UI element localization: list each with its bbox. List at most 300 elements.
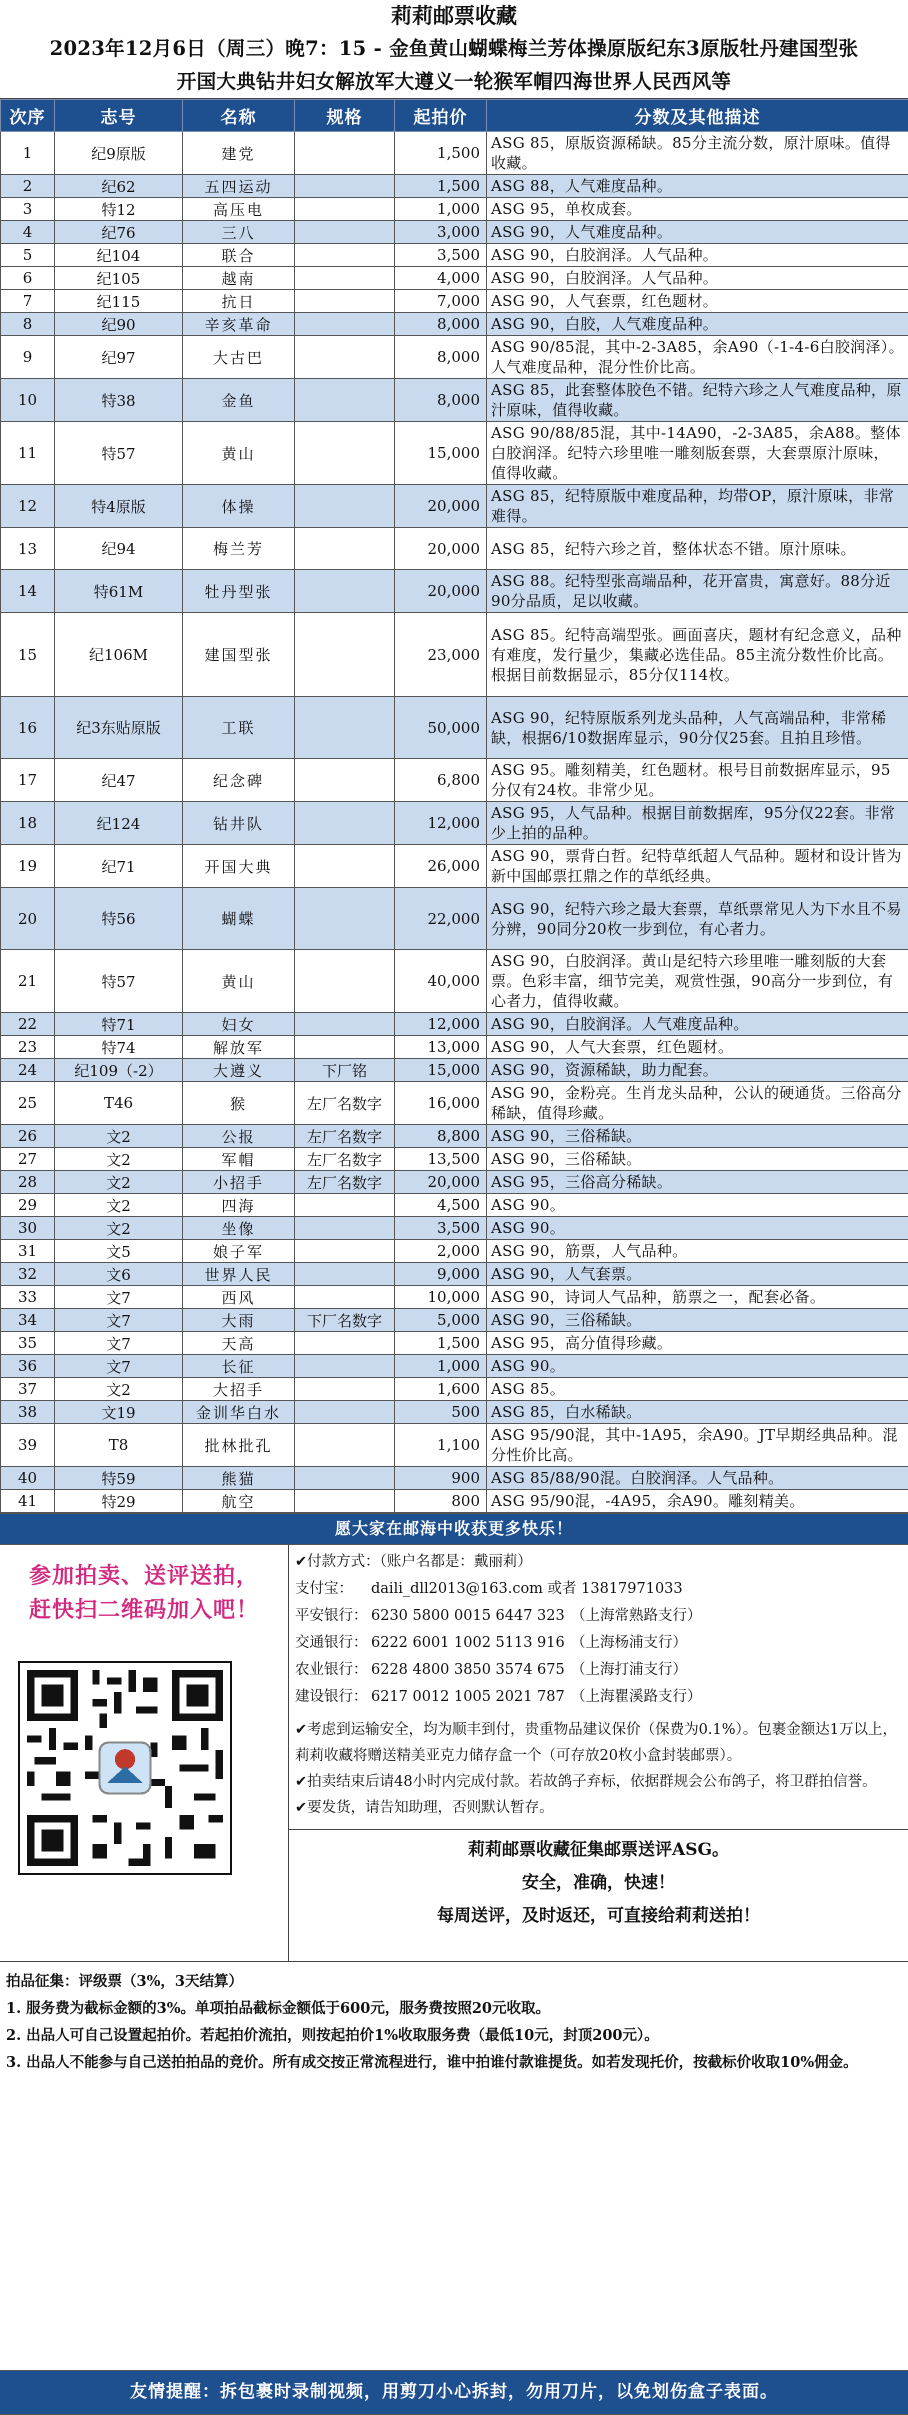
- lot-desc: ASG 90。: [487, 1355, 908, 1378]
- lot-price: 6,800: [395, 759, 487, 802]
- lot-no: 28: [1, 1171, 55, 1194]
- lot-desc: ASG 88。纪特型张高端品种，花开富贵，寓意好。88分近90分品质，足以收藏。: [487, 570, 908, 613]
- lot-no: 11: [1, 422, 55, 485]
- lot-no: 32: [1, 1263, 55, 1286]
- lot-price: 2,000: [395, 1240, 487, 1263]
- sheet-header: [0, 0, 908, 99]
- auction-subtitle: 2023年12月6日（周三）晚7：15 - 金鱼黄山蝴蝶梅兰芳体操原版纪东3原版牡丹建国型张: [49, 37, 859, 60]
- lot-name: 金训华白水: [183, 1401, 295, 1424]
- lot-spec: [295, 336, 395, 379]
- lot-desc: ASG 90，白胶，人气难度品种。: [487, 313, 908, 336]
- lot-name: 妇女: [183, 1013, 295, 1036]
- lot-name: 世界人民: [183, 1263, 295, 1286]
- lot-price: 1,500: [395, 175, 487, 198]
- lot-name: 开国大典: [183, 845, 295, 888]
- lot-name: 金鱼: [183, 379, 295, 422]
- lot-desc: ASG 85。纪特高端型张。画面喜庆，题材有纪念意义，品种有难度，发行量少，集藏必选佳品。85主流分数性价比高。根据目前数据显示，85分仅114枚。: [487, 613, 908, 697]
- lot-desc: ASG 90，人气套票。: [487, 1263, 908, 1286]
- lot-desc: ASG 90，纪特六珍之最大套票，草纸票常见人为下水且不易分辨，90同分20枚一步到位，有心者力。: [487, 888, 908, 950]
- lot-no: 34: [1, 1309, 55, 1332]
- payment-info: [289, 1545, 908, 1830]
- promo-panel: [0, 1545, 289, 1961]
- lot-desc: ASG 90，白胶润泽。人气品种。: [487, 267, 908, 290]
- bank-row: [295, 1657, 902, 1684]
- lot-no: 5: [1, 244, 55, 267]
- lot-row: [1, 1286, 908, 1309]
- lot-code: 文2: [55, 1148, 183, 1171]
- lot-price: 15,000: [395, 422, 487, 485]
- lot-row: [1, 1059, 908, 1082]
- lot-desc: ASG 90/88/85混，其中-14A90，-2-3A85，余A88。整体白胶润泽。纪特六珍里唯一雕刻版套票，大套票原汁原味，值得收藏。: [487, 422, 908, 485]
- lot-no: 14: [1, 570, 55, 613]
- lot-code: 特57: [55, 950, 183, 1013]
- lot-price: 20,000: [395, 570, 487, 613]
- lot-name: 四海: [183, 1194, 295, 1217]
- lot-no: 31: [1, 1240, 55, 1263]
- lot-no: 4: [1, 221, 55, 244]
- lot-no: 23: [1, 1036, 55, 1059]
- lot-price: 50,000: [395, 697, 487, 759]
- slogan-line-3: 每周送评，及时返还，可直接给莉莉送拍！: [437, 1906, 760, 1926]
- lot-desc: ASG 95/90混，-4A95，余A90。雕刻精美。: [487, 1490, 908, 1513]
- rule-2: 2. 出品人可自己设置起拍价。若起拍价流拍，则按起拍价1%收取服务费（最低10元，封顶200元）。: [6, 2027, 659, 2044]
- payment-deadline-note: ✔拍卖结束后请48小时内完成付款。若故鸽子弃标，依据群规会公布鸽子，将卫群拍信誉。: [295, 1774, 877, 1790]
- lot-desc: ASG 90，白胶润泽。黄山是纪特六珍里唯一雕刻版的大套票。色彩丰富，细节完美，观赏性强，90高分一步到位，有心者力，值得收藏。: [487, 950, 908, 1013]
- lot-spec: 左厂名数字: [295, 1125, 395, 1148]
- lot-code: 特57: [55, 422, 183, 485]
- lot-row: [1, 290, 908, 313]
- lot-code: 文7: [55, 1332, 183, 1355]
- alipay-row: [295, 1576, 902, 1603]
- col-header-price: 起拍价: [395, 100, 487, 132]
- lot-name: 五四运动: [183, 175, 295, 198]
- promo-text: [0, 1559, 288, 1627]
- lot-price: 13,500: [395, 1148, 487, 1171]
- lot-no: 3: [1, 198, 55, 221]
- lot-code: T46: [55, 1082, 183, 1125]
- lot-code: 文6: [55, 1263, 183, 1286]
- lot-code: 文19: [55, 1401, 183, 1424]
- lot-row: [1, 1378, 908, 1401]
- lot-row: [1, 528, 908, 570]
- lot-spec: [295, 570, 395, 613]
- lot-price: 5,000: [395, 1309, 487, 1332]
- lot-row: [1, 267, 908, 290]
- lot-row: [1, 336, 908, 379]
- lot-row: [1, 1036, 908, 1059]
- lot-spec: [295, 290, 395, 313]
- slogan-box: [289, 1830, 908, 1933]
- lot-code: 特38: [55, 379, 183, 422]
- lot-spec: [295, 1467, 395, 1490]
- lot-name: 大雨: [183, 1309, 295, 1332]
- lot-desc: ASG 90，纪特原版系列龙头品种，人气高端品种，非常稀缺，根据6/10数据库显示，90分仅25套。且拍且珍惜。: [487, 697, 908, 759]
- lot-price: 8,000: [395, 313, 487, 336]
- payment-section: [0, 1545, 908, 1962]
- lot-no: 12: [1, 485, 55, 528]
- lot-price: 15,000: [395, 1059, 487, 1082]
- lot-desc: ASG 90，资源稀缺，助力配套。: [487, 1059, 908, 1082]
- lot-spec: [295, 950, 395, 1013]
- bank-list: [295, 1603, 902, 1711]
- lot-row: [1, 485, 908, 528]
- lot-code: 纪109（-2）: [55, 1059, 183, 1082]
- lot-table-body: [1, 132, 908, 1513]
- greeting-banner: 愿大家在邮海中收获更多快乐！: [0, 1513, 908, 1545]
- bank-branch: （上海杨浦支行）: [571, 1635, 687, 1651]
- auction-highlights: 开国大典钻井妇女解放军大遵义一轮猴军帽四海世界人民西风等: [176, 70, 732, 93]
- lot-code: 纪90: [55, 313, 183, 336]
- lot-row: [1, 802, 908, 845]
- lot-no: 2: [1, 175, 55, 198]
- lot-code: 特12: [55, 198, 183, 221]
- lot-price: 8,000: [395, 336, 487, 379]
- lot-desc: ASG 90，白胶润泽。人气难度品种。: [487, 1013, 908, 1036]
- lot-no: 17: [1, 759, 55, 802]
- lot-row: [1, 175, 908, 198]
- lot-desc: ASG 90。: [487, 1194, 908, 1217]
- lot-code: 特29: [55, 1490, 183, 1513]
- lot-price: 4,000: [395, 267, 487, 290]
- lot-name: 猴: [183, 1082, 295, 1125]
- lot-code: 纪47: [55, 759, 183, 802]
- lot-spec: [295, 379, 395, 422]
- lot-row: [1, 1467, 908, 1490]
- lot-code: 纪3东贴原版: [55, 697, 183, 759]
- lot-spec: [295, 267, 395, 290]
- lot-price: 800: [395, 1490, 487, 1513]
- lot-code: 纪124: [55, 802, 183, 845]
- lot-desc: ASG 85，纪特六珍之首，整体状态不错。原汁原味。: [487, 528, 908, 570]
- lot-row: [1, 313, 908, 336]
- lot-name: 大古巴: [183, 336, 295, 379]
- lot-no: 21: [1, 950, 55, 1013]
- lot-price: 26,000: [395, 845, 487, 888]
- lot-no: 19: [1, 845, 55, 888]
- lot-desc: ASG 90，三俗稀缺。: [487, 1309, 908, 1332]
- promo-line-1: 参加拍卖、送评送拍，: [28, 1563, 259, 1589]
- bank-name: 农业银行：: [295, 1662, 368, 1678]
- lot-row: [1, 1148, 908, 1171]
- lot-desc: ASG 90，诗词人气品种，筋票之一，配套必备。: [487, 1286, 908, 1309]
- lot-no: 24: [1, 1059, 55, 1082]
- lot-name: 梅兰芳: [183, 528, 295, 570]
- lot-spec: [295, 1217, 395, 1240]
- lot-no: 22: [1, 1013, 55, 1036]
- lot-price: 20,000: [395, 485, 487, 528]
- lot-name: 纪念碑: [183, 759, 295, 802]
- lot-spec: [295, 697, 395, 759]
- lot-row: [1, 1263, 908, 1286]
- lot-spec: [295, 244, 395, 267]
- lot-price: 1,500: [395, 1332, 487, 1355]
- lot-spec: [295, 1355, 395, 1378]
- lot-name: 娘子军: [183, 1240, 295, 1263]
- lot-code: 纪94: [55, 528, 183, 570]
- lot-name: 体操: [183, 485, 295, 528]
- lot-name: 工联: [183, 697, 295, 759]
- lot-price: 22,000: [395, 888, 487, 950]
- lot-code: 纪97: [55, 336, 183, 379]
- lot-row: [1, 1171, 908, 1194]
- lot-price: 3,500: [395, 244, 487, 267]
- lot-price: 20,000: [395, 528, 487, 570]
- lot-name: 小招手: [183, 1171, 295, 1194]
- lot-desc: ASG 95/90混，其中-1A95，余A90。JT早期经典品种。混分性价比高。: [487, 1424, 908, 1467]
- lot-price: 40,000: [395, 950, 487, 1013]
- bank-row: [295, 1603, 902, 1630]
- lot-spec: [295, 313, 395, 336]
- lot-name: 三八: [183, 221, 295, 244]
- col-header-desc: 分数及其他描述: [487, 100, 908, 132]
- lot-price: 8,000: [395, 379, 487, 422]
- lot-spec: [295, 1036, 395, 1059]
- lot-price: 500: [395, 1401, 487, 1424]
- lot-table: [0, 99, 908, 1513]
- lot-price: 16,000: [395, 1082, 487, 1125]
- lot-code: 特59: [55, 1467, 183, 1490]
- lot-spec: [295, 759, 395, 802]
- lot-no: 39: [1, 1424, 55, 1467]
- lot-code: 文5: [55, 1240, 183, 1263]
- lot-name: 大遵义: [183, 1059, 295, 1082]
- lot-name: 钻井队: [183, 802, 295, 845]
- lot-no: 16: [1, 697, 55, 759]
- lot-desc: ASG 90，白胶润泽。人气品种。: [487, 244, 908, 267]
- lot-code: 纪104: [55, 244, 183, 267]
- slogan-line-2: 安全，准确，快速！: [522, 1873, 675, 1893]
- lot-no: 7: [1, 290, 55, 313]
- lot-name: 批林批孔: [183, 1424, 295, 1467]
- lot-name: 公报: [183, 1125, 295, 1148]
- lot-spec: 左厂名数字: [295, 1171, 395, 1194]
- bank-name: 平安银行：: [295, 1608, 368, 1624]
- lot-desc: ASG 95，三俗高分稀缺。: [487, 1171, 908, 1194]
- lot-spec: [295, 1240, 395, 1263]
- lot-price: 3,000: [395, 221, 487, 244]
- lot-price: 10,000: [395, 1286, 487, 1309]
- lot-price: 1,600: [395, 1378, 487, 1401]
- lot-name: 长征: [183, 1355, 295, 1378]
- lot-code: 特74: [55, 1036, 183, 1059]
- lot-code: 纪62: [55, 175, 183, 198]
- lot-name: 黄山: [183, 422, 295, 485]
- lot-row: [1, 1490, 908, 1513]
- lot-row: [1, 1332, 908, 1355]
- lot-row: [1, 422, 908, 485]
- lot-desc: ASG 90，筋票，人气品种。: [487, 1240, 908, 1263]
- lot-row: [1, 613, 908, 697]
- lot-price: 3,500: [395, 1217, 487, 1240]
- col-header-name: 名称: [183, 100, 295, 132]
- lot-row: [1, 1194, 908, 1217]
- lot-spec: [295, 1013, 395, 1036]
- lot-price: 12,000: [395, 1013, 487, 1036]
- lot-desc: ASG 90，三俗稀缺。: [487, 1148, 908, 1171]
- lot-desc: ASG 90，票背白哲。纪特草纸超人气品种。题材和设计皆为新中国邮票扛鼎之作的草纸经典。: [487, 845, 908, 888]
- lot-desc: ASG 95。雕刻精美，红色题材。根号目前数据库显示，95分仅有24枚。非常少见。: [487, 759, 908, 802]
- lot-no: 37: [1, 1378, 55, 1401]
- col-header-code: 志号: [55, 100, 183, 132]
- rule-1: 1. 服务费为截标金额的3%。单项拍品截标金额低于600元，服务费按照20元收取。: [6, 2000, 550, 2017]
- lot-spec: [295, 1378, 395, 1401]
- col-header-no: 次序: [1, 100, 55, 132]
- payment-panel: [289, 1545, 908, 1961]
- col-header-spec: 规格: [295, 100, 395, 132]
- promo-line-2: 赶快扫二维码加入吧！: [28, 1597, 259, 1623]
- lot-row: [1, 221, 908, 244]
- lot-name: 航空: [183, 1490, 295, 1513]
- consignment-rules: [0, 1962, 908, 2161]
- lot-row: [1, 1082, 908, 1125]
- lot-spec: [295, 1263, 395, 1286]
- lot-price: 7,000: [395, 290, 487, 313]
- bank-name: 交通银行：: [295, 1635, 368, 1651]
- lot-price: 8,800: [395, 1125, 487, 1148]
- lot-spec: [295, 198, 395, 221]
- lot-desc: ASG 90。: [487, 1217, 908, 1240]
- slogan-line-1: 莉莉邮票收藏征集邮票送评ASG。: [468, 1840, 729, 1860]
- lot-code: 特71: [55, 1013, 183, 1036]
- lot-code: 文2: [55, 1217, 183, 1240]
- lot-price: 13,000: [395, 1036, 487, 1059]
- lot-no: 29: [1, 1194, 55, 1217]
- lot-spec: [295, 528, 395, 570]
- lot-row: [1, 1125, 908, 1148]
- lot-name: 天高: [183, 1332, 295, 1355]
- lot-desc: ASG 85，纪特原版中难度品种，均带OP，原汁原味，非常难得。: [487, 485, 908, 528]
- lot-name: 黄山: [183, 950, 295, 1013]
- lot-code: 特56: [55, 888, 183, 950]
- bank-branch: （上海瞿溪路支行）: [571, 1689, 702, 1705]
- lot-no: 30: [1, 1217, 55, 1240]
- lot-spec: 左厂名数字: [295, 1082, 395, 1125]
- shipping-note: ✔考虑到运输安全，均为顺丰到付，贵重物品建议保价（保费为0.1%）。包裹金额达1万以上，莉莉收藏将赠送精美亚克力储存盒一个（可存放20枚小盒封装邮票）。: [295, 1722, 897, 1764]
- lot-name: 解放军: [183, 1036, 295, 1059]
- lot-price: 1,000: [395, 198, 487, 221]
- lot-name: 建党: [183, 132, 295, 175]
- lot-desc: ASG 88，人气难度品种。: [487, 175, 908, 198]
- lot-price: 12,000: [395, 802, 487, 845]
- lot-name: 越南: [183, 267, 295, 290]
- lot-name: 大招手: [183, 1378, 295, 1401]
- lot-spec: [295, 1286, 395, 1309]
- lot-desc: ASG 95，人气品种。根据目前数据库，95分仅22套。非常少上拍的品种。: [487, 802, 908, 845]
- lot-price: 1,100: [395, 1424, 487, 1467]
- lot-desc: ASG 90/85混，其中-2-3A85，余A90（-1-4-6白胶润泽）。人气难度品种，混分性价比高。: [487, 336, 908, 379]
- lot-price: 23,000: [395, 613, 487, 697]
- lot-no: 13: [1, 528, 55, 570]
- lot-spec: [295, 132, 395, 175]
- lot-name: 牡丹型张: [183, 570, 295, 613]
- lot-no: 20: [1, 888, 55, 950]
- lot-desc: ASG 90，人气大套票，红色题材。: [487, 1036, 908, 1059]
- lot-spec: [295, 845, 395, 888]
- lot-name: 军帽: [183, 1148, 295, 1171]
- lot-spec: [295, 1401, 395, 1424]
- lot-no: 25: [1, 1082, 55, 1125]
- lot-no: 40: [1, 1467, 55, 1490]
- lot-name: 熊猫: [183, 1467, 295, 1490]
- lot-row: [1, 759, 908, 802]
- lot-code: T8: [55, 1424, 183, 1467]
- lot-desc: ASG 90，人气难度品种。: [487, 221, 908, 244]
- lot-price: 1,000: [395, 1355, 487, 1378]
- lot-spec: [295, 1490, 395, 1513]
- lot-row: [1, 888, 908, 950]
- lot-spec: [295, 175, 395, 198]
- qr-code[interactable]: [18, 1661, 232, 1875]
- lot-no: 18: [1, 802, 55, 845]
- lot-no: 27: [1, 1148, 55, 1171]
- lot-name: 西风: [183, 1286, 295, 1309]
- lot-row: [1, 570, 908, 613]
- lot-no: 41: [1, 1490, 55, 1513]
- lot-no: 1: [1, 132, 55, 175]
- lot-row: [1, 950, 908, 1013]
- lot-code: 文2: [55, 1171, 183, 1194]
- lot-spec: [295, 1194, 395, 1217]
- lot-row: [1, 1401, 908, 1424]
- lot-row: [1, 1355, 908, 1378]
- lot-name: 蝴蝶: [183, 888, 295, 950]
- lot-code: 特4原版: [55, 485, 183, 528]
- lot-row: [1, 697, 908, 759]
- lot-spec: 下厂名数字: [295, 1309, 395, 1332]
- bank-row: [295, 1630, 902, 1657]
- payment-title: ✔付款方式：（账户名都是：戴丽莉）: [295, 1554, 532, 1570]
- rule-3: 3. 出品人不能参与自己送拍拍品的竞价。所有成交按正常流程进行，谁中拍谁付款谁提货。如若发现托价，按截标价收取10%佣金。: [6, 2054, 858, 2071]
- lot-row: [1, 845, 908, 888]
- lot-desc: ASG 95，高分值得珍藏。: [487, 1332, 908, 1355]
- bank-account[interactable]: 6228 4800 3850 3574 675: [371, 1662, 565, 1678]
- lot-desc: ASG 85。: [487, 1378, 908, 1401]
- bank-branch: （上海打浦支行）: [571, 1662, 687, 1678]
- alipay-account[interactable]: daili_dll2013@163.com 或者 13817971033: [371, 1581, 683, 1597]
- bank-account[interactable]: 6222 6001 1002 5113 916: [371, 1635, 565, 1651]
- alipay-label: 支付宝：: [295, 1581, 353, 1597]
- lot-code: 纪71: [55, 845, 183, 888]
- lot-no: 36: [1, 1355, 55, 1378]
- lot-desc: ASG 95，单枚成套。: [487, 198, 908, 221]
- lot-code: 文7: [55, 1286, 183, 1309]
- lot-row: [1, 379, 908, 422]
- bank-account[interactable]: 6217 0012 1005 2021 787: [371, 1689, 565, 1705]
- lot-row: [1, 1013, 908, 1036]
- lot-table-header: [1, 100, 908, 132]
- lot-name: 联合: [183, 244, 295, 267]
- lot-code: 纪115: [55, 290, 183, 313]
- lot-name: 高压电: [183, 198, 295, 221]
- shipping-request-note: ✔要发货，请告知助理，否则默认暂存。: [295, 1800, 554, 1816]
- lot-code: 特61M: [55, 570, 183, 613]
- lot-code: 文7: [55, 1309, 183, 1332]
- lot-code: 纪105: [55, 267, 183, 290]
- lot-name: 抗日: [183, 290, 295, 313]
- lot-code: 文2: [55, 1125, 183, 1148]
- lot-code: 纪9原版: [55, 132, 183, 175]
- lot-spec: 左厂名数字: [295, 1148, 395, 1171]
- lot-spec: [295, 485, 395, 528]
- lot-price: 20,000: [395, 1171, 487, 1194]
- lot-spec: [295, 1332, 395, 1355]
- lot-code: 文2: [55, 1378, 183, 1401]
- bank-row: [295, 1684, 902, 1711]
- lot-code: 纪106M: [55, 613, 183, 697]
- lot-row: [1, 1309, 908, 1332]
- bank-account[interactable]: 6230 5800 0015 6447 323: [371, 1608, 565, 1624]
- lot-desc: ASG 90，人气套票，红色题材。: [487, 290, 908, 313]
